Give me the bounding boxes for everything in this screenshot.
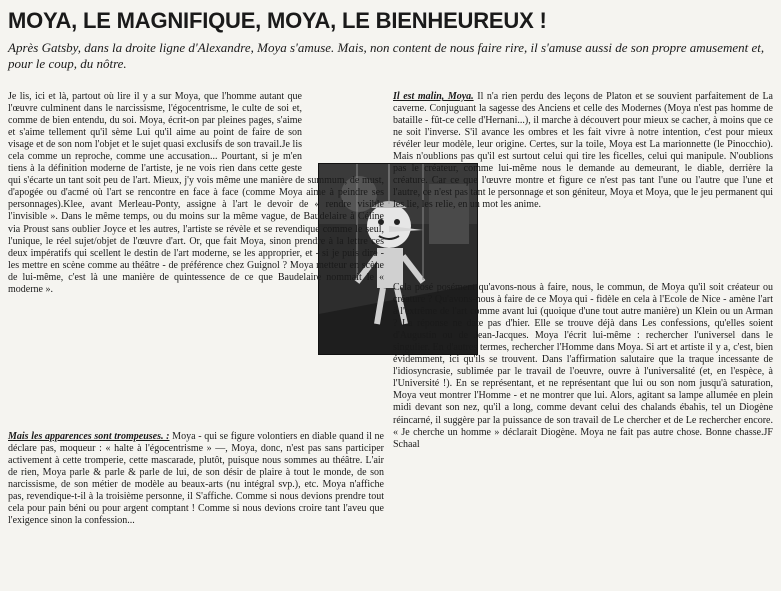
paragraph: Je lis, ici et là, partout où lire il y a sur Moya, que l'homme autant que l'œuvre culminent dans le narcissisme, l'égocentrisme, le culte de soi et, comme de bien entendu, du soi. Moya, écrit-on par pleines pages, s'aime et s'aime tellement qu'il sème Lui qu'il aime au point de faire de son visage et de son nom l'objet et le sujet quasi exclusifs de son travail.Je lis cela comme un reproche, comme une accusation... Pourtant, si je m'en tiens à la définition moderne de l'artiste, je ne vois rien dans cette geste qui s'écarte un tant soit peu de l'art. Mieux, j'y vois même une manière de summum, de must, d'apogée ou d'acmé où l'art se rencontre en face à face (comme Moya aime à peindre ses personnages).Klee, avant Merleau-Ponty, assigne à l'art le devoir de « rendre visible l'invisible ». Dans le même temps, ou du moins sur la même vague, de Baudelaire à Céline via Proust sans oublier Joyce et les autres, l'artiste se révèle et se revendique comme le seul, l'unique, le réel sujet/objet de l'œuvre d'art. Or, que fait Moya, sinon prendre à la lettre ces deux impératifs qui scellent le destin de l'art moderne, se les approprier, et - si je puis dire - les mettre en scène comme au théâtre - de préférence chez Guignol ? Moya metteur en scène de lui-même, c'est là une manière de quintessence de ce que Baudelaire nommait le « moderne ». (8, 91, 384, 295)
paragraph-lead: Il est malin, Moya. (393, 91, 474, 102)
paragraph: Cela posé posément qu'avons-nous à faire, nous, le commun, de Moya qu'il soit créateur ou créature ? Qu'avons-nous à faire de ce Moya qui - fidèle en cela à l'Ecole de Nice - amène l'art à l'extrême de l'art comme avant lui (quoique d'une tout autre manière) un Klein ou un Arman ? La réponse ne date pas d'hier. Elle se trouve déjà dans Les confessions, qu'elles soient d'Augustin ou de Jean-Jacques. Moya l'écrit lui-même : rechercher l'universel dans le singulier. En d'autres termes, rechercher l'Homme dans Moya. Si art et artiste il y a, c'est, bien évidemment, ici qu'ils se trouvent. Dans l'affirmation salutaire que la traque incessante de l'idiosyncrasie, sublimée par le travail de l'oeuvre, ouvre à l'universalité (et, en l'espèce, à l'Université !). En se représentant, et ne représentant que lui ou son nom jusqu'à saturation, Moya veut montrer l'Homme - et ne montrer que lui. Alors, agitant sa lampe allumée en plein midi devant son nez, qu'il a long, comme devant celui des chalands ébahis, tel un Diogène réincarné, il suggère par la puissance de son travail de Le chercher et de Le rechercher encore. « Je cherche un homme » déclarait Diogène. Moya ne fait pas autre chose. Bonne chasse.JF Schaal (393, 282, 773, 450)
paragraph-lead: Mais les apparences sont trompeuses. : (8, 431, 170, 442)
article-lede: Après Gatsby, dans la droite ligne d'Alexandre, Moya s'amuse. Mais, non content de nous faire rire, il s'amuse aussi de son propre amusement et, pour le coup, du nôtre. (8, 40, 765, 71)
article-title: MOYA, LE MAGNIFIQUE, MOYA, LE BIENHEUREUX ! (8, 8, 547, 33)
article-column-left (8, 91, 384, 296)
paragraph-body: Il n'a rien perdu des leçons de Platon et se souvient parfaitement de La caverne. Conjuguant la sagesse des Anciens et celle des Modernes (Moya n'est pas homme de bataille - fût-ce celle d'Hernani...), il marche à découvert pour mieux se cacher, à moins que ce ne soit l'inverse. S'il avance les ombres et les fait vivre à notre intention, c'est pour mieux révéler leur modèle, leur origine. Certes, sur la toile, Moya est La marionnette (le Pinocchio). Mais n'oublions pas qu'il est surtout celui qui tire les ficelles, celui qui manipule. N'oublions pas le créateur, comme lui-même nous le demande au demeurant, le diable, derrière la créature. Car ce que l'œuvre montre et figure ce n'est pas tant l'une ou l'autre que l'une et l'autre, ce n'est pas tant le personnage et son géniteur, Moya et Moya, que le jeu permanent qui les lie, les relie, en un mot les anime. (393, 91, 773, 211)
paragraph (393, 91, 773, 211)
paragraph (8, 431, 384, 527)
article-column-right (393, 91, 773, 211)
paragraph-body: Moya - qui se figure volontiers en diable quand il ne déclare pas, moqueur : « halte à l'égocentrisme » —, Moya, donc, n'est pas sans participer activement à cette tromperie, cette mascarade, plutôt, puisque nous sommes au théâtre. L'air de rien, Moya parle & parle & parle de lui, de son désir de plaire à tout le monde, de son narcissisme, de son métier de modèle au beaux-arts (nu intégral svp.), etc. Moya n'affiche pas, revendique-t-il à la troisième personne, il S'affiche. Comme si nous devions prendre tout cela pour pain béni ou pour argent comptant ! Comme si nous devions croire tant l'aveu que l'exigence sinon la confession... (8, 431, 384, 527)
photo-wrap-spacer (302, 91, 384, 169)
article-column-right-bottom (393, 282, 773, 451)
article-column-left-bottom (8, 431, 384, 527)
